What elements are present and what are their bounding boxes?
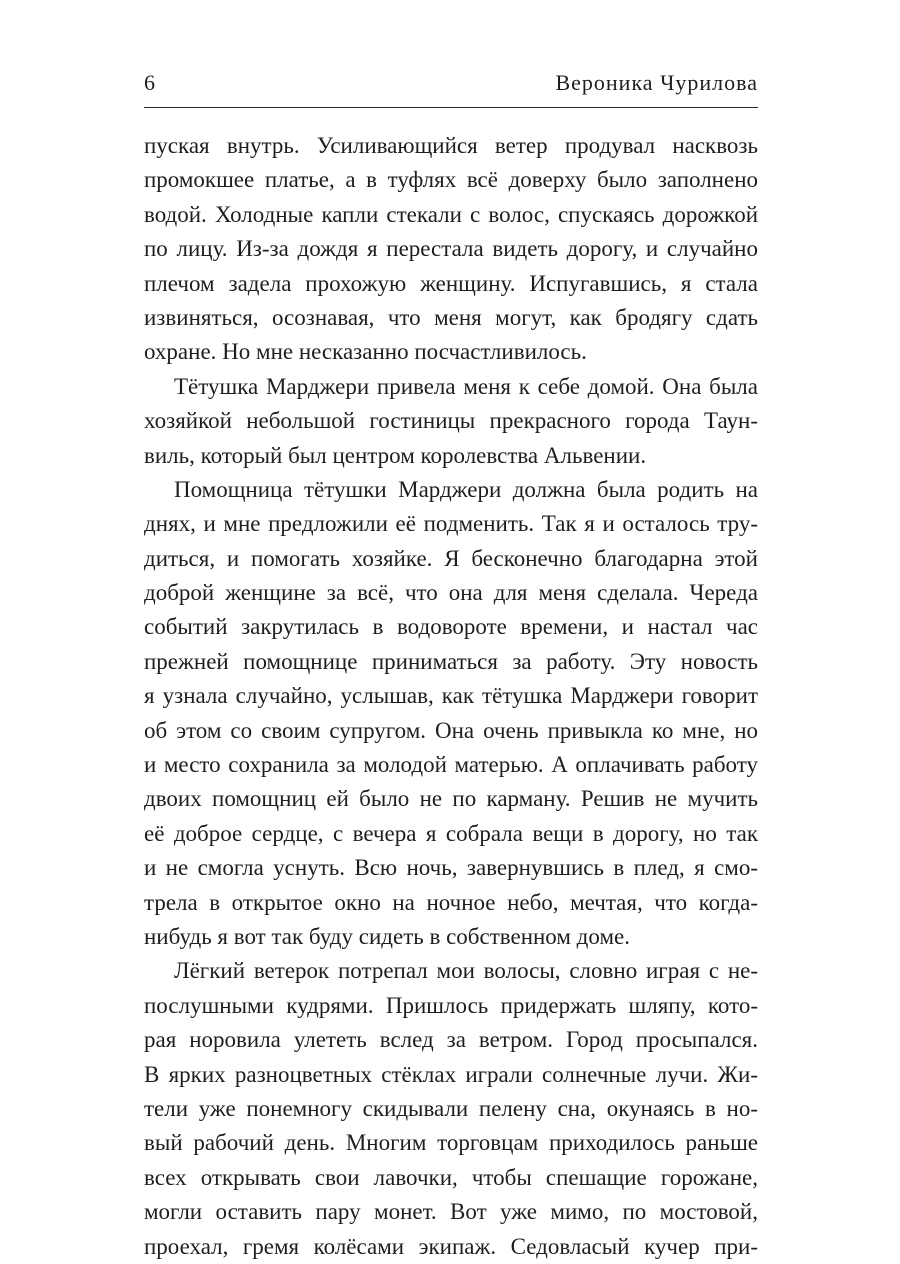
text-line: и место сохранила за молодой матерью. А оплачивать работу <box>144 752 758 778</box>
text-line: прежней помощнице приниматься за работу. Эту новость <box>144 648 758 674</box>
text-line: днях, и мне предложили её подменить. Так я и осталось тру- <box>144 511 758 537</box>
text-line: виль, который был центром королевства Альвении. <box>144 442 647 468</box>
header-rule <box>144 107 758 108</box>
text-line: Помощница тётушки Марджери должна была родить на <box>174 476 758 502</box>
text-line: вый рабочий день. Многим торговцам приходилось раньше <box>144 1130 758 1156</box>
text-line: событий закрутилась в водовороте времени, и настал час <box>144 614 758 640</box>
text-line: всех открывать свои лавочки, чтобы спешащие горожане, <box>144 1164 758 1190</box>
text-line: рая норовила улететь вслед за ветром. Город просыпался. <box>144 1027 758 1053</box>
text-line: тели уже понемногу скидывали пелену сна, окунаясь в но- <box>144 1095 758 1121</box>
text-line: диться, и помогать хозяйке. Я бесконечно благодарна этой <box>144 545 758 571</box>
text-line: об этом со своим супругом. Она очень привыкла ко мне, но <box>144 717 758 743</box>
text-line: Тётушка Марджери привела меня к себе домой. Она была <box>174 373 758 399</box>
text-line: хозяйкой небольшой гостиницы прекрасного города Таун- <box>144 408 758 434</box>
paragraph <box>144 954 758 1264</box>
running-head <box>144 66 758 102</box>
text-line: послушными кудрями. Пришлось придержать шляпу, кото- <box>144 992 758 1018</box>
text-line: извиняться, осознавая, что меня могут, как бродягу сдать <box>144 304 758 330</box>
text-line: нибудь я вот так буду сидеть в собственном доме. <box>144 923 630 949</box>
body-text <box>144 129 758 1264</box>
paragraph <box>144 370 758 473</box>
text-line: Лёгкий ветерок потрепал мои волосы, словно играя с не- <box>174 958 758 984</box>
text-line: могли оставить пару монет. Вот уже мимо, по мостовой, <box>144 1199 758 1225</box>
author-name: Вероника Чурилова <box>555 70 758 95</box>
text-line: я узнала случайно, услышав, как тётушка Марджери говорит <box>144 683 758 709</box>
text-line: проехал, гремя колёсами экипаж. Седовласый кучер при- <box>144 1233 758 1259</box>
text-line: по лицу. Из-за дождя я перестала видеть дорогу, и случайно <box>144 236 758 262</box>
text-line: её доброе сердце, с вечера я собрала вещи в дорогу, но так <box>144 820 758 846</box>
text-line: плечом задела прохожую женщину. Испугавшись, я стала <box>144 270 758 296</box>
text-line: и не смогла уснуть. Всю ночь, завернувшись в плед, я смо- <box>144 855 758 881</box>
page-number: 6 <box>144 70 156 95</box>
text-line: пуская внутрь. Усиливающийся ветер продувал насквозь <box>144 133 758 158</box>
text-line: В ярких разноцветных стёклах играли солнечные лучи. Жи- <box>144 1061 758 1087</box>
text-line: промокшее платье, а в туфлях всё доверху было заполнено <box>144 167 758 193</box>
text-line: охране. Но мне несказанно посчастливилось. <box>144 339 587 365</box>
paragraph <box>144 129 758 370</box>
text-line: водой. Холодные капли стекали с волос, спускаясь дорожкой <box>144 201 758 227</box>
text-line: двоих помощниц ей было не по карману. Решив не мучить <box>144 786 758 812</box>
text-line: трела в открытое окно на ночное небо, мечтая, что когда- <box>144 889 758 915</box>
paragraph <box>144 473 758 954</box>
text-line: доброй женщине за всё, что она для меня сделала. Череда <box>144 580 758 606</box>
